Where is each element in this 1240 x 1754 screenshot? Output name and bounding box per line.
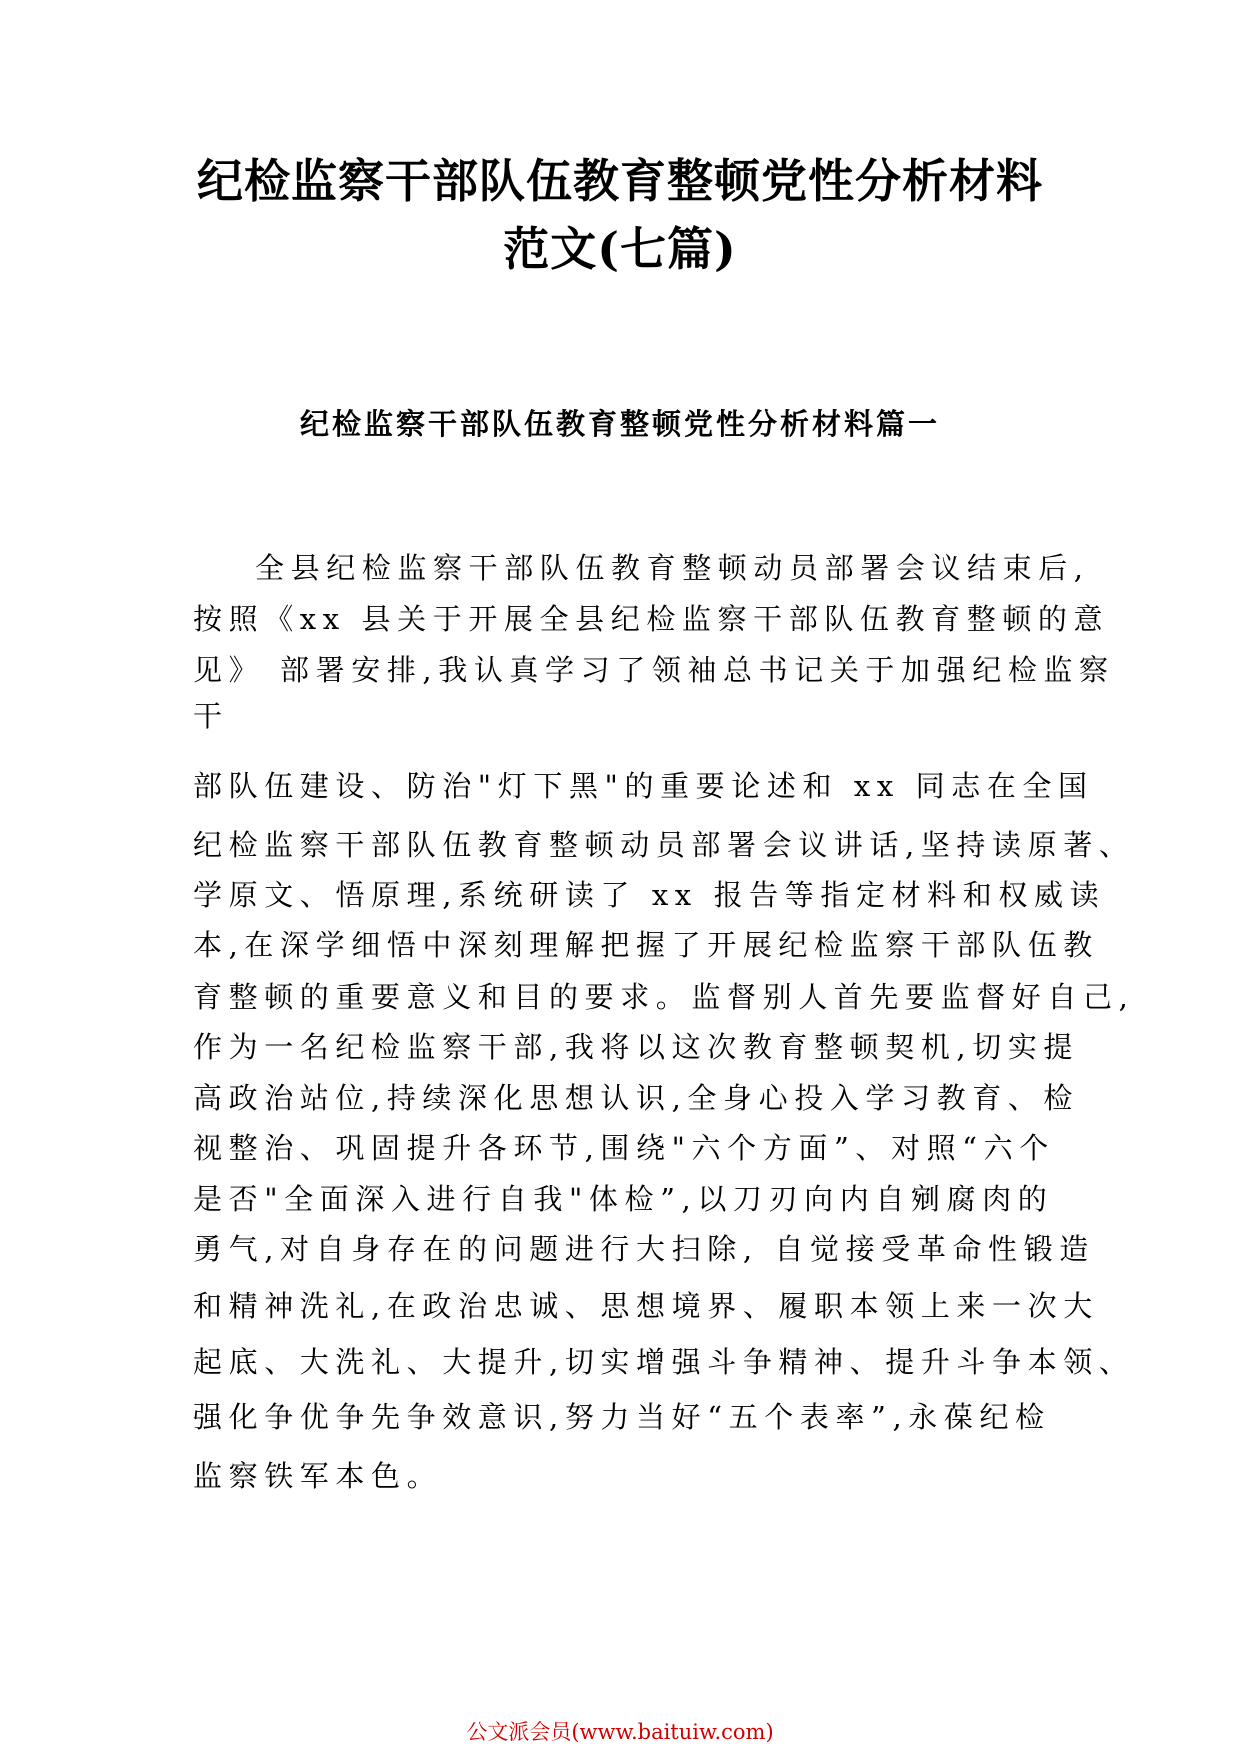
body-line: 作为一名纪检监察干部,我将以这次教育整顿契机,切实提 bbox=[193, 1030, 1080, 1064]
body-line: 起底、大洗礼、大提升,切实增强斗争精神、提升斗争本领、 bbox=[193, 1345, 1135, 1379]
body-line: 全县纪检监察干部队伍教育整顿动员部署会议结束后, bbox=[255, 551, 1090, 585]
body-line: 学原文、悟原理,系统研读了 xx 报告等指定材料和权威读 bbox=[193, 878, 1106, 912]
body-line: 是否"全面深入进行自我"体检”,以刀刃向内自剜腐肉的 bbox=[193, 1182, 1054, 1216]
body-line: 本,在深学细悟中深刻理解把握了开展纪检监察干部队伍教 bbox=[193, 928, 1099, 962]
body-line: 育整顿的重要意义和目的要求。监督别人首先要监督好自己, bbox=[193, 980, 1135, 1014]
body-line: 勇气,对自身存在的问题进行大扫除, 自觉接受革命性锻造 bbox=[193, 1232, 1095, 1266]
body-line: 强化争优争先争效意识,努力当好“五个表率”,永葆纪检 bbox=[193, 1400, 1051, 1434]
body-line: 见》 部署安排,我认真学习了领袖总书记关于加强纪检监察 bbox=[193, 653, 1115, 687]
body-line: 纪检监察干部队伍教育整顿动员部署会议讲话,坚持读原著、 bbox=[193, 828, 1135, 862]
section-heading: 纪检监察干部队伍教育整顿党性分析材料篇一 bbox=[299, 407, 940, 441]
document-title-line-1: 纪检监察干部队伍教育整顿党性分析材料 bbox=[197, 154, 1043, 208]
body-line: 视整治、巩固提升各环节,围绕"六个方面”、对照“六个 bbox=[193, 1131, 1055, 1165]
body-line: 按照《xx 县关于开展全县纪检监察干部队伍教育整顿的意 bbox=[193, 602, 1110, 636]
body-line: 监察铁军本色。 bbox=[193, 1459, 443, 1493]
document-title-line-2: 范文(七篇) bbox=[503, 222, 737, 276]
footer-watermark-text: 公文派会员(www.baituiw.com) bbox=[466, 1720, 774, 1744]
body-line: 干 bbox=[193, 699, 229, 733]
body-line: 高政治站位,持续深化思想认识,全身心投入学习教育、检 bbox=[193, 1081, 1080, 1115]
body-line: 部队伍建设、防治"灯下黑"的重要论述和 xx 同志在全国 bbox=[193, 769, 1094, 803]
body-line: 和精神洗礼,在政治忠诚、思想境界、履职本领上来一次大 bbox=[193, 1289, 1099, 1323]
